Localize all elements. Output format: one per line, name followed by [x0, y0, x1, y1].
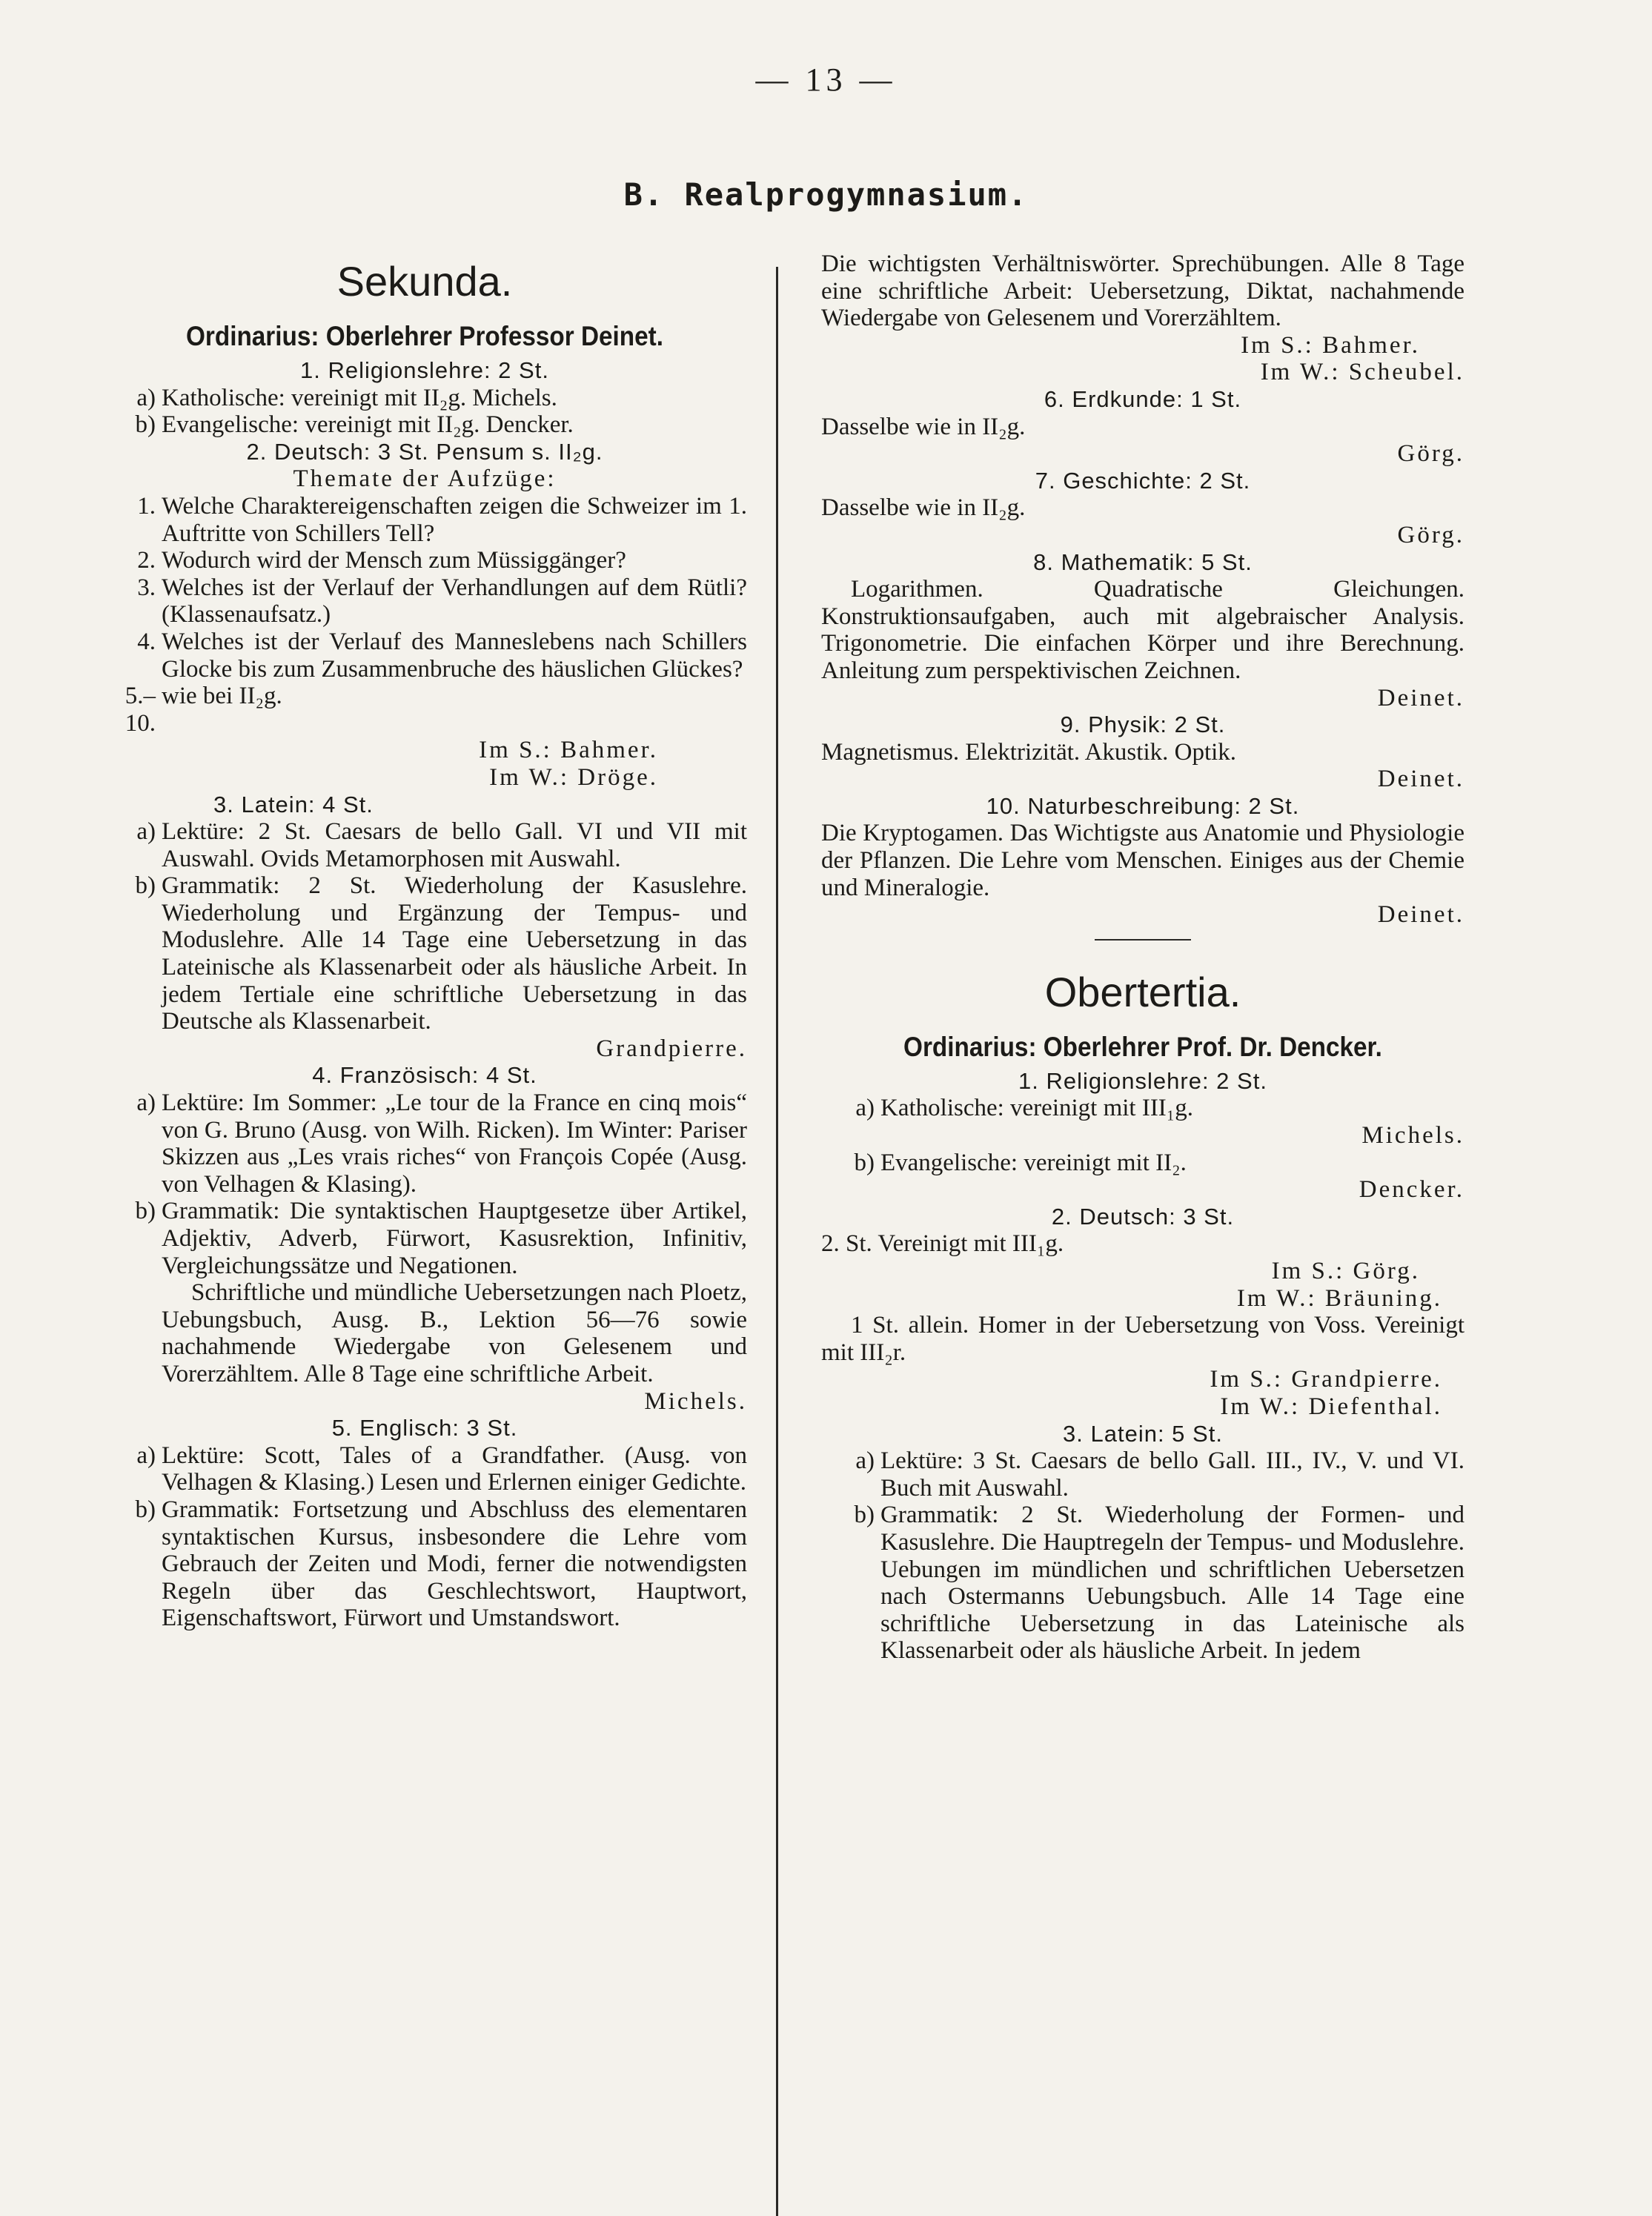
- subject-heading: 6. Erdkunde: 1 St.: [1044, 385, 1242, 412]
- item-label: 1.: [137, 492, 156, 520]
- paragraph: Logarithmen. Quadratische Gleichungen. Konstruktionsaufgaben, auch mit algebraischer Analysis. Trigonometrie. Die einfachen Körper und ihre Berechnung. Anleitung zum perspektivischen Zeichnen.: [821, 576, 1464, 684]
- teacher-name: Dencker.: [1359, 1176, 1464, 1204]
- list-item: [102, 1496, 747, 1632]
- list-item: [102, 493, 747, 547]
- subject-heading: 8. Mathematik: 5 St.: [1033, 548, 1253, 575]
- list-item: [102, 818, 747, 872]
- teacher-name: Deinet.: [1377, 901, 1464, 929]
- list-item: [102, 547, 747, 574]
- item-label: b): [854, 1502, 875, 1529]
- item-text: Katholische: vereinigt mit III₁g.: [880, 1095, 1194, 1122]
- item-label: 4.: [137, 628, 156, 655]
- item-label: 5.–10.: [125, 683, 156, 737]
- list-item: [102, 683, 747, 737]
- subject-heading: 4. Französisch: 4 St.: [312, 1062, 537, 1089]
- item-label: a): [136, 1442, 156, 1469]
- ordinarius-line: Ordinarius: Oberlehrer Prof. Dr. Dencker.: [903, 1031, 1382, 1062]
- item-text: Welche Charaktereigenschaften zeigen die Schweizer im 1. Auftritte von Schillers Tell?: [162, 492, 747, 547]
- teacher-name: Michels.: [1361, 1122, 1464, 1150]
- item-label: b): [854, 1149, 875, 1176]
- teacher-name: Im W.: Dröge.: [489, 763, 658, 791]
- teacher-name: Im S.: Görg.: [1271, 1258, 1420, 1284]
- list-item: [102, 872, 747, 1035]
- list-item: [102, 1279, 747, 1387]
- teacher-name: Im W.: Scheubel.: [1260, 359, 1464, 386]
- teacher-name: Im S.: Grandpierre.: [1210, 1366, 1442, 1393]
- list-item: [102, 411, 747, 439]
- subject-heading: 3. Latein: 4 St.: [213, 791, 374, 817]
- subject-heading: 1. Religionslehre: 2 St.: [1018, 1067, 1267, 1094]
- item-text: Schriftliche und mündliche Uebersetzungen nach Ploetz, Uebungsbuch, Ausg. B., Lektion 56—76 sowie nachahmende Wiedergabe von Gelesenem und Vorerzähltem. Alle 8 Tage eine schriftliche Arbeit.: [162, 1279, 747, 1387]
- paragraph: Die wichtigsten Verhältniswörter. Sprechübungen. Alle 8 Tage eine schriftliche Arbeit: Uebersetzung, Diktat, nachahmende Wiedergabe von Gelesenem und Vorerzähltem.: [821, 251, 1464, 332]
- teacher-name: Görg.: [1397, 521, 1464, 548]
- teacher-name: Im W.: Bräuning.: [1236, 1284, 1442, 1312]
- item-label: b): [135, 872, 156, 900]
- subject-heading: 9. Physik: 2 St.: [1060, 711, 1226, 738]
- item-label: a): [855, 1447, 875, 1475]
- separator-rule: [1095, 939, 1191, 941]
- list-item: [821, 1150, 1464, 1177]
- item-label: a): [136, 384, 156, 411]
- section-heading: B. Realprogymnasium.: [623, 176, 1029, 213]
- list-item: [821, 1095, 1464, 1122]
- item-label: a): [136, 818, 156, 846]
- teacher-name: Görg.: [1397, 440, 1464, 468]
- item-text: Grammatik: 2 St. Wiederholung der Formen- und Kasuslehre. Die Hauptregeln der Tempus- und Moduslehre. Uebungen im mündlichen und schriftlichen Uebersetzen nach Ostermanns Uebungsbuch. Alle 14 Tage eine schriftliche Uebersetzung in das Lateinische als Klassenarbeit oder als häusliche Arbeit. In jedem: [880, 1502, 1464, 1665]
- list-item: [821, 1447, 1464, 1502]
- teacher-name: Im W.: Diefenthal.: [1220, 1393, 1442, 1420]
- item-text: wie bei II₂g.: [162, 683, 282, 710]
- item-label: b): [135, 1496, 156, 1523]
- item-text: Wodurch wird der Mensch zum Müssiggänger?: [162, 547, 626, 574]
- teacher-name: Im S.: Bahmer.: [479, 737, 658, 764]
- item-text: Lektüre: 2 St. Caesars de bello Gall. VI und VII mit Auswahl. Ovids Metamorphosen mit Auswahl.: [162, 818, 747, 872]
- item-text: Grammatik: Die syntaktischen Hauptgesetze über Artikel, Adjektiv, Adverb, Fürwort, Kasusrektion, Infinitiv, Vergleichungssätze und Negationen.: [162, 1198, 747, 1279]
- topics-heading: Themate der Aufzüge:: [293, 465, 557, 493]
- item-label: b): [135, 411, 156, 439]
- teacher-name: Michels.: [644, 1387, 747, 1415]
- page-number: — 13 —: [755, 62, 897, 98]
- item-label: b): [135, 1198, 156, 1225]
- subject-heading: 2. Deutsch: 3 St.: [1051, 1203, 1235, 1230]
- item-text: Grammatik: Fortsetzung und Abschluss des elementaren syntaktischen Kursus, insbesondere die Lehre vom Gebrauch der Zeiten und Modi, ferner die notwendigsten Regeln über das Geschlechtswort, Hauptwort, Eigenschaftswort, Fürwort und Umstandswort.: [162, 1496, 747, 1632]
- left-column: [102, 252, 747, 1632]
- subject-heading: 1. Religionslehre: 2 St.: [300, 357, 549, 383]
- teacher-name: Im S.: Bahmer.: [1241, 331, 1420, 359]
- subject-heading: 10. Naturbeschreibung: 2 St.: [986, 792, 1300, 819]
- item-text: Evangelische: vereinigt mit II₂g. Dencker.: [162, 411, 574, 439]
- subject-heading: 5. Englisch: 3 St.: [331, 1415, 518, 1442]
- list-item: [102, 1442, 747, 1496]
- item-label: a): [855, 1095, 875, 1122]
- item-text: Welches ist der Verlauf des Manneslebens nach Schillers Glocke bis zum Zusammenbruche des häuslichen Glückes?: [162, 628, 747, 683]
- class-title-obertertia: Obertertia.: [1044, 968, 1241, 1015]
- ordinarius-line: Ordinarius: Oberlehrer Professor Deinet.: [185, 321, 663, 351]
- item-text: Evangelische: vereinigt mit II₂.: [880, 1149, 1187, 1176]
- list-item: [102, 385, 747, 412]
- subject-heading: 2. Deutsch: 3 St. Pensum s. II₂g.: [246, 438, 603, 465]
- list-item: [102, 1198, 747, 1279]
- item-label: 3.: [137, 574, 156, 601]
- list-item: [102, 574, 747, 628]
- item-text: Lektüre: Im Sommer: „Le tour de la France en cinq mois“ von G. Bruno (Ausg. von Wilh. Ricken). Im Winter: Pariser Skizzen aus „Les vrais riches“ von François Copée (Ausg. von Velhagen & Klasing).: [162, 1089, 747, 1198]
- right-column: [821, 251, 1464, 1665]
- teacher-name: Deinet.: [1377, 684, 1464, 711]
- item-text: Welches ist der Verlauf der Verhandlungen auf dem Rütli? (Klassenaufsatz.): [162, 574, 747, 628]
- paragraph: Dasselbe wie in II₂g.: [821, 494, 1026, 522]
- subject-heading: 7. Geschichte: 2 St.: [1035, 467, 1251, 494]
- paragraph: Die Kryptogamen. Das Wichtigste aus Anatomie und Physiologie der Pflanzen. Die Lehre vom Menschen. Einiges aus der Chemie und Mineralogie.: [821, 820, 1464, 901]
- item-label: a): [136, 1089, 156, 1117]
- list-item: [102, 1089, 747, 1198]
- item-label: 2.: [137, 547, 156, 574]
- column-divider: [776, 267, 778, 2216]
- teacher-name: Grandpierre.: [596, 1035, 747, 1062]
- paragraph: 2. St. Vereinigt mit III₁g.: [821, 1230, 1064, 1258]
- list-item: [102, 628, 747, 683]
- list-item: [821, 1502, 1464, 1665]
- teacher-name: Deinet.: [1377, 766, 1464, 793]
- item-text: Grammatik: 2 St. Wiederholung der Kasuslehre. Wiederholung und Ergänzung der Tempus- und Moduslehre. Alle 14 Tage eine Uebersetzung in das Lateinische als Klassenarbeit oder als häusliche Arbeit. In jedem Tertiale eine schriftliche Uebersetzung in das Deutsche als Klassenarbeit.: [162, 872, 747, 1035]
- item-text: Lektüre: 3 St. Caesars de bello Gall. III., IV., V. und VI. Buch mit Auswahl.: [880, 1447, 1464, 1502]
- class-title-sekunda: Sekunda.: [336, 258, 513, 305]
- item-text: Lektüre: Scott, Tales of a Grandfather. (Ausg. von Velhagen & Klasing.) Lesen und Erlernen einiger Gedichte.: [162, 1442, 747, 1496]
- paragraph: Magnetismus. Elektrizität. Akustik. Optik.: [821, 738, 1237, 766]
- paragraph: 1 St. allein. Homer in der Uebersetzung von Voss. Vereinigt mit III₂r.: [821, 1312, 1464, 1366]
- item-text: Katholische: vereinigt mit II₂g. Michels.: [162, 384, 557, 411]
- paragraph: Dasselbe wie in II₂g.: [821, 413, 1026, 440]
- subject-heading: 3. Latein: 5 St.: [1063, 1420, 1223, 1447]
